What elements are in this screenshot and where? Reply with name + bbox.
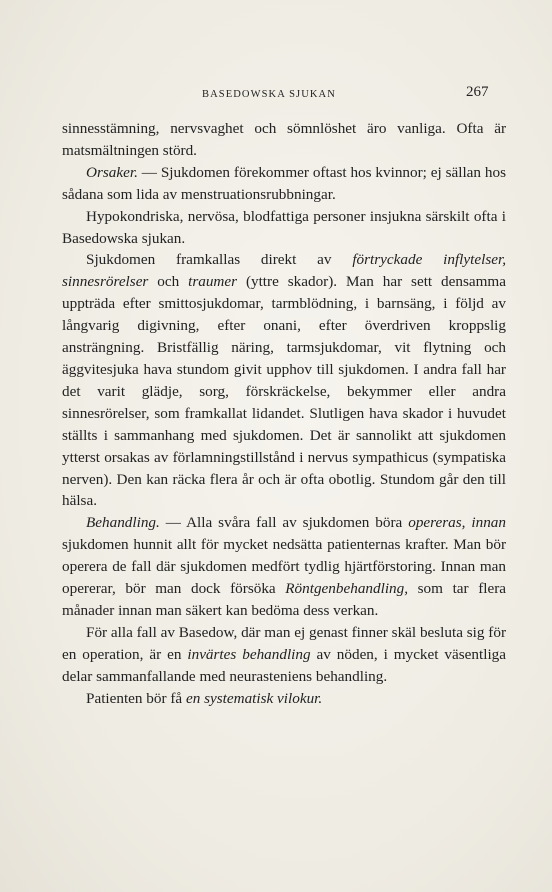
text-run: Patienten bör få [86,689,186,707]
paragraph [62,249,506,512]
page-number: 267 [466,84,489,100]
italic-text: en systematisk vilokur. [185,689,323,707]
paragraph [62,688,506,710]
italic-text: Behandling. [86,514,160,532]
text-run: och [148,273,189,291]
text-run: som tar flera månader innan man säkert kan bedöma dess verkan. [62,580,507,619]
text-run: sjukdomen hunnit allt för mycket nedsätta patienternas krafter. Man bör operera de fall där sjukdomen medfört tydlig hjärtförstoring. Innan man opererar, bör man dock försöka [62,536,506,598]
italic-text: förtryckade inflytelser, sinnesrörelser [62,251,506,291]
paragraph [62,206,506,250]
page-header [0,84,552,104]
text-run: — Sjukdomen förekommer oftast hos kvinnor; ej sällan hos sådana som lida av menstruationsrubbningar. [62,163,506,203]
italic-text: opereras, innan [408,514,506,532]
text-run: av nöden, i mycket väsentliga delar sammanfallande med neurasteniens behandling. [62,645,507,685]
paragraph [62,622,506,688]
body-text [62,118,506,709]
paragraph-behandling [62,512,506,622]
paragraph-orsaker [62,162,506,206]
text-run: — Alla svåra fall av sjukdomen böra [159,514,409,532]
text-run: För alla fall av Basedow, där man ej genast finner skäl besluta sig för en operation, är en [62,623,506,663]
paragraph [62,118,506,162]
running-head: BASEDOWSKA SJUKAN [202,89,336,100]
italic-text: Röntgenbehandling, [285,580,409,598]
text-run: Hypokondriska, nervösa, blodfattiga personer insjukna särskilt ofta i Basedowska sjukan. [62,207,506,247]
text-run: (yttre skador). Man har sett densamma uppträda efter smittosjukdomar, tarmblödning, i barnsäng, i följd av långvarig digivning, efter onani, efter överdriven kroppslig ansträngning. Bristfällig näring, tarmsjukdomar, vit flytning och äggvitesjuka hava stundom givit upphov till sjukdomen. I andra fall har det varit glädje, sorg, förskräckelse, bekymmer eller andra sinnesrörelser, som framkallat lidandet. Slutligen hava skador i huvudet ställts i sammanhang med sjukdomen. Det är sannolikt att sjukdomen ytterst orsakas av förlamningstillstånd i nervus sympathicus (sympatiska nerven). Den kan räcka flera år och är ofta obotlig. Stundom går den till hälsa. [62,273,506,510]
italic-text: traumer [188,273,238,291]
italic-text: invärtes behandling [187,645,311,663]
text-run: sinnesstämning, nervsvaghet och sömnlöshet äro vanliga. Ofta är matsmältningen störd. [62,120,506,159]
text-run: Sjukdomen framkallas direkt av [86,251,353,269]
italic-text: Orsaker. [86,163,138,181]
